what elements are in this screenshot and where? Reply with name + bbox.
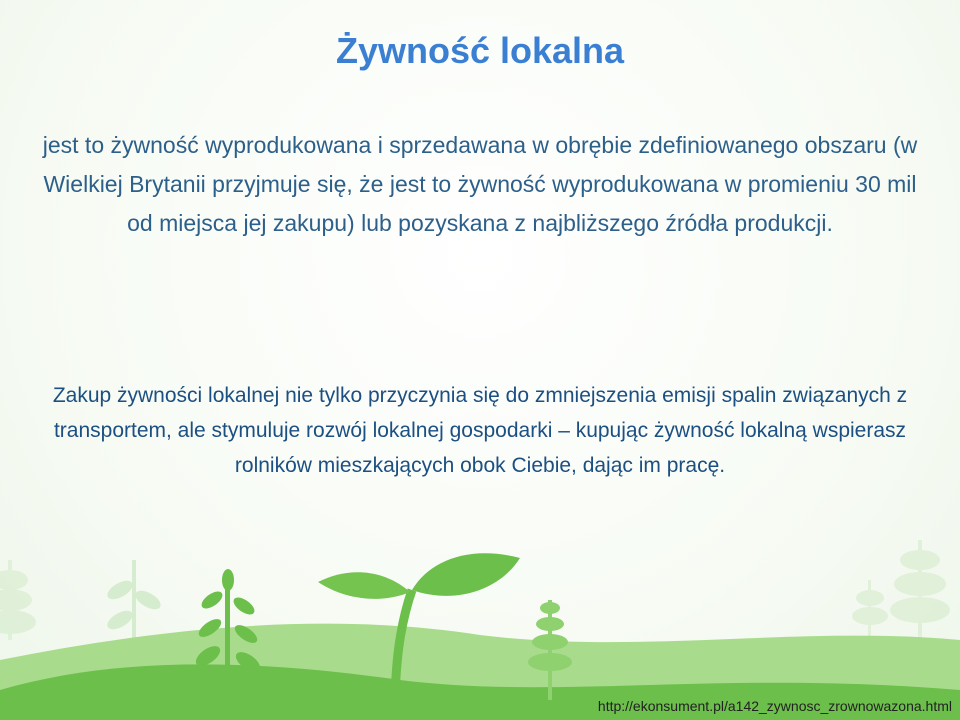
background-tree-right	[852, 540, 950, 640]
benefits-paragraph: Zakup żywności lokalnej nie tylko przyczynia się do zmniejszenia emisji spalin związanych z transportem, ale stymuluje rozwój lokalnej gospodarki – kupując żywność lokalną wspierasz rolników mieszkających obok Ciebie, dając im pracę.	[52, 384, 908, 477]
source-link[interactable]: http://ekonsument.pl/a142_zywnosc_zrownowazona.html	[597, 698, 952, 714]
background-tree-left	[0, 560, 36, 640]
slide-title: Żywność lokalna	[335, 30, 625, 71]
definition-paragraph: jest to żywność wyprodukowana i sprzedawana w obrębie zdefiniowanego obszaru (w Wielkiej Brytanii przyjmuje się, że jest to żywność wyprodukowana w promieniu 30 mil od miejsca jej zakupu) lub pozyskana z najbliższego źródła produkcji.	[42, 132, 918, 236]
